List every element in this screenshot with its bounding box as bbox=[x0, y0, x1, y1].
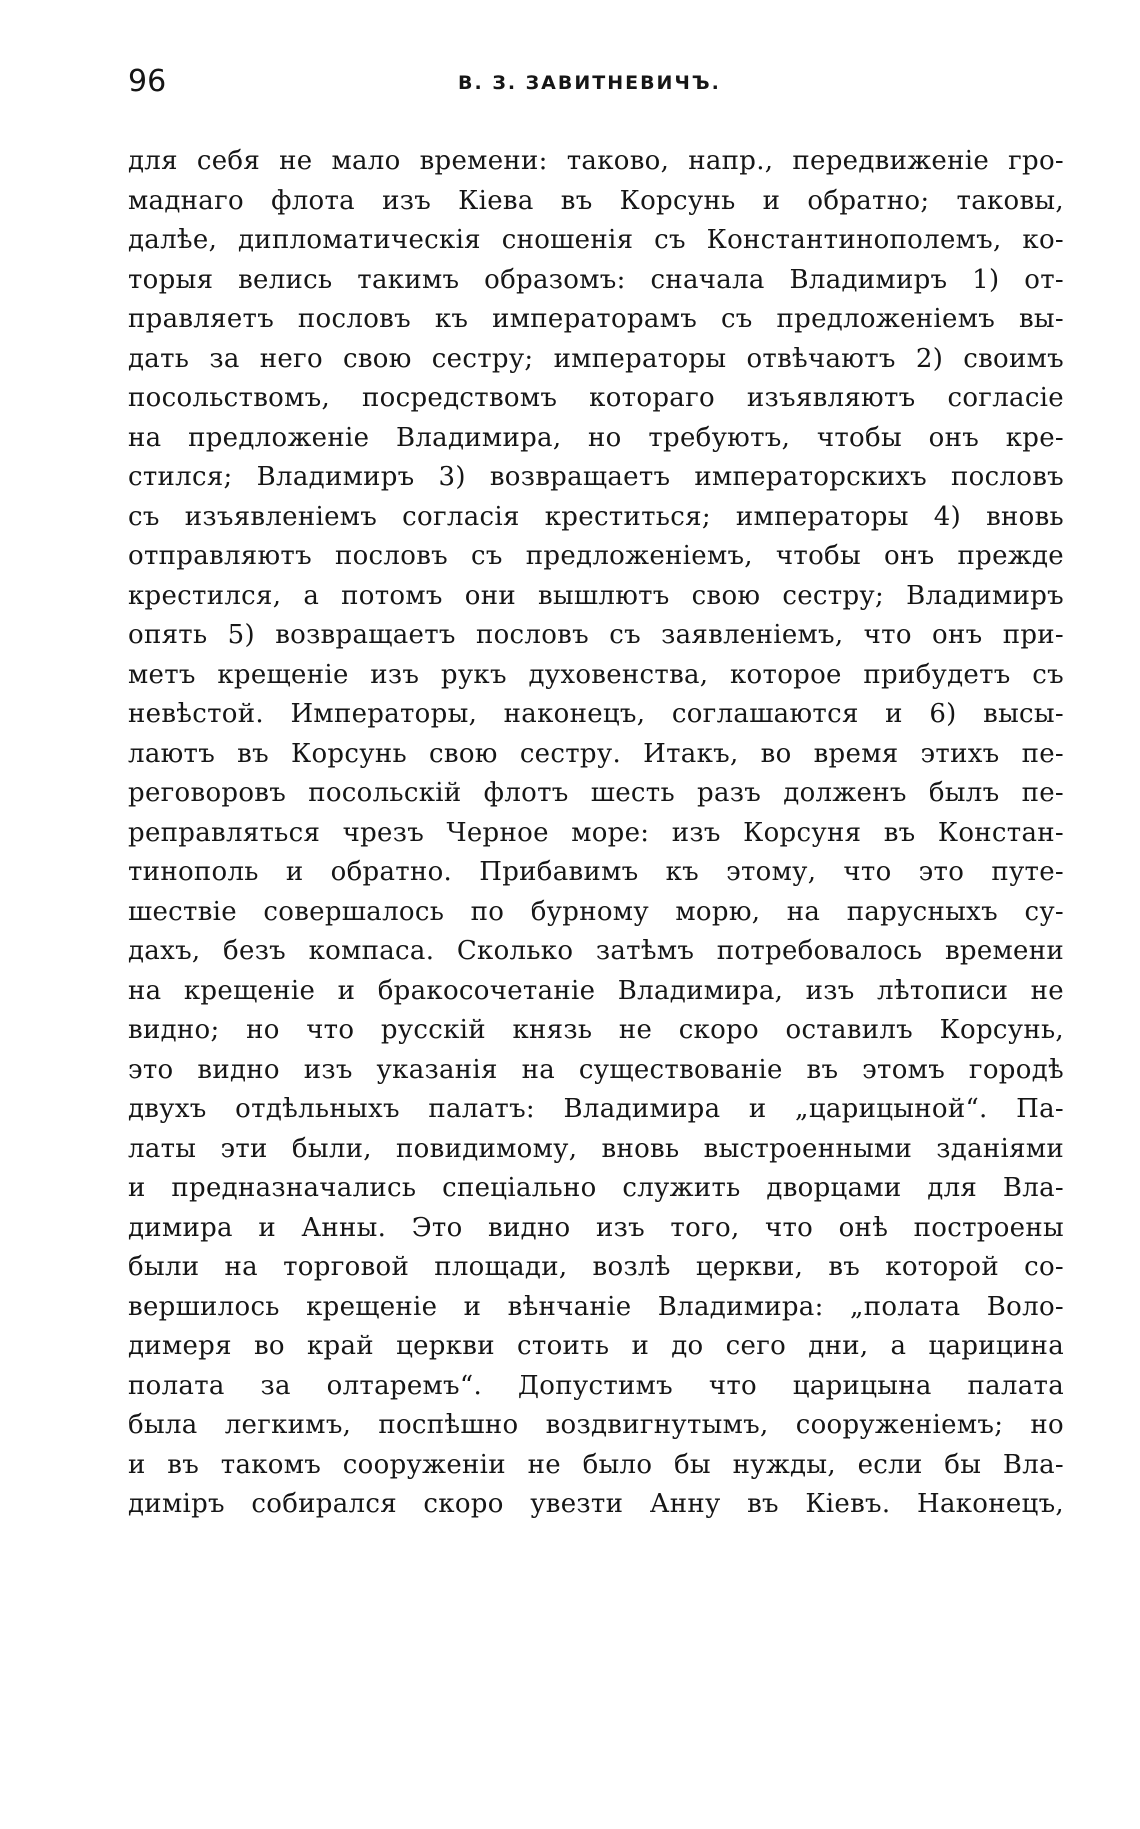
body-text bbox=[128, 142, 1064, 1525]
text-line: торыя велись такимъ образомъ: сначала Владимиръ 1) от- bbox=[128, 264, 1064, 295]
text-line: дать за него свою сестру; императоры отвѣчаютъ 2) своимъ bbox=[128, 343, 1064, 374]
page-number: 96 bbox=[128, 64, 167, 99]
text-line: были на торговой площади, возлѣ церкви, въ которой со- bbox=[128, 1252, 1064, 1282]
text-line: полата за олтаремъ“. Допустимъ что царицына палата bbox=[128, 1370, 1064, 1401]
text-line: опять 5) возвращаетъ пословъ съ заявленіемъ, что онъ при- bbox=[128, 620, 1064, 650]
page-header bbox=[128, 62, 1064, 102]
text-line: для себя не мало времени: таково, напр., передвиженіе гро- bbox=[128, 146, 1064, 176]
text-line: диміръ собирался скоро увезти Анну въ Кіевъ. Наконецъ, bbox=[128, 1489, 1064, 1519]
text-line: метъ крещеніе изъ рукъ духовенства, которое прибудетъ съ bbox=[128, 659, 1064, 690]
text-line: невѣстой. Императоры, наконецъ, соглашаются и 6) высы- bbox=[128, 699, 1064, 729]
text-line: димира и Анны. Это видно изъ того, что онѣ построены bbox=[128, 1212, 1064, 1243]
text-line: и предназначались спеціально служить дворцами для Вла- bbox=[128, 1173, 1064, 1203]
running-head: В. З. ЗАВИТНЕВИЧЪ. bbox=[458, 72, 721, 94]
text-line: реговоровъ посольскій флотъ шесть разъ долженъ былъ пе- bbox=[128, 778, 1064, 808]
text-line: тинополь и обратно. Прибавимъ къ этому, что это путе- bbox=[128, 857, 1064, 887]
text-line: правляетъ пословъ къ императорамъ съ предложеніемъ вы- bbox=[128, 304, 1064, 334]
text-line: дахъ, безъ компаса. Сколько затѣмъ потребовалось времени bbox=[128, 936, 1064, 966]
text-line: была легкимъ, поспѣшно воздвигнутымъ, сооруженіемъ; но bbox=[128, 1410, 1064, 1440]
text-line: посольствомъ, посредствомъ котораго изъявляютъ согласіе bbox=[128, 383, 1064, 413]
text-line: и въ такомъ сооруженіи не было бы нужды, если бы Вла- bbox=[128, 1449, 1064, 1480]
text-line: латы эти были, повидимому, вновь выстроенными зданіями bbox=[128, 1133, 1064, 1164]
text-line: реправляться чрезъ Черное море: изъ Корсуня въ Констан- bbox=[128, 817, 1064, 848]
text-line: отправляютъ пословъ съ предложеніемъ, чтобы онъ прежде bbox=[128, 541, 1064, 571]
text-line: двухъ отдѣльныхъ палатъ: Владимира и „царицыной“. Па- bbox=[128, 1094, 1064, 1124]
text-line: на предложеніе Владимира, но требуютъ, чтобы онъ кре- bbox=[128, 422, 1064, 453]
text-line: далѣе, дипломатическія сношенія съ Константинополемъ, ко- bbox=[128, 225, 1064, 255]
text-line: маднаго флота изъ Кіева въ Корсунь и обратно; таковы, bbox=[128, 185, 1064, 216]
text-line: видно; но что русскій князь не скоро оставилъ Корсунь, bbox=[128, 1015, 1064, 1045]
text-line: стился; Владимиръ 3) возвращаетъ императорскихъ пословъ bbox=[128, 462, 1064, 492]
text-line: лаютъ въ Корсунь свою сестру. Итакъ, во время этихъ пе- bbox=[128, 738, 1064, 769]
text-line: вершилось крещеніе и вѣнчаніе Владимира: „полата Воло- bbox=[128, 1291, 1064, 1322]
text-line: на крещеніе и бракосочетаніе Владимира, изъ лѣтописи не bbox=[128, 975, 1064, 1006]
text-line: димеря во край церкви стоить и до сего дни, а царицина bbox=[128, 1331, 1064, 1361]
text-line: шествіе совершалось по бурному морю, на парусныхъ су- bbox=[128, 896, 1064, 927]
text-line: это видно изъ указанія на существованіе въ этомъ городѣ bbox=[128, 1054, 1064, 1085]
text-line: съ изъявленіемъ согласія креститься; императоры 4) вновь bbox=[128, 501, 1064, 532]
text-line: крестился, а потомъ они вышлютъ свою сестру; Владимиръ bbox=[128, 580, 1064, 611]
